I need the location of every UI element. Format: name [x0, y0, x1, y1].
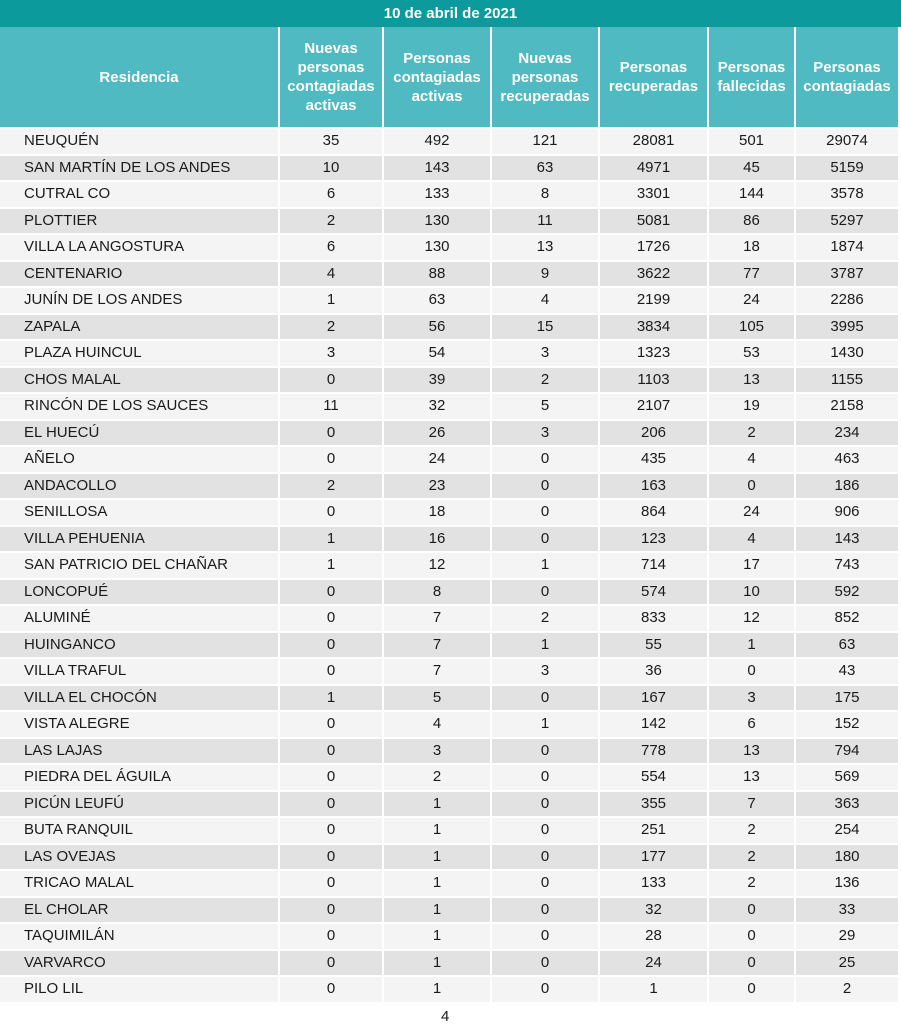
value-cell: 0	[279, 499, 383, 526]
value-cell: 13	[708, 738, 795, 765]
value-cell: 2199	[599, 287, 708, 314]
value-cell: 13	[708, 367, 795, 394]
value-cell: 1103	[599, 367, 708, 394]
value-cell: 0	[708, 473, 795, 500]
column-header: Nuevas personas recuperadas	[491, 27, 599, 128]
residence-name-cell: TAQUIMILÁN	[0, 923, 279, 950]
table-row	[0, 526, 898, 553]
residence-name-cell: HUINGANCO	[0, 632, 279, 659]
value-cell: 0	[279, 420, 383, 447]
table-row	[0, 155, 898, 182]
value-cell: 0	[279, 658, 383, 685]
value-cell: 0	[279, 446, 383, 473]
column-header: Personas contagiadas activas	[383, 27, 491, 128]
value-cell: 2	[708, 817, 795, 844]
value-cell: 0	[279, 791, 383, 818]
value-cell: 0	[491, 976, 599, 1003]
table-row	[0, 234, 898, 261]
value-cell: 8	[491, 181, 599, 208]
value-cell: 2	[708, 870, 795, 897]
column-header: Personas contagiadas	[795, 27, 898, 128]
table-row	[0, 208, 898, 235]
value-cell: 4	[279, 261, 383, 288]
table-row	[0, 367, 898, 394]
value-cell: 2	[491, 367, 599, 394]
value-cell: 4971	[599, 155, 708, 182]
residence-name-cell: JUNÍN DE LOS ANDES	[0, 287, 279, 314]
residence-name-cell: EL HUECÚ	[0, 420, 279, 447]
value-cell: 133	[383, 181, 491, 208]
value-cell: 43	[795, 658, 898, 685]
value-cell: 24	[383, 446, 491, 473]
value-cell: 5	[383, 685, 491, 712]
column-header: Personas fallecidas	[708, 27, 795, 128]
residence-name-cell: SAN PATRICIO DEL CHAÑAR	[0, 552, 279, 579]
value-cell: 11	[491, 208, 599, 235]
residence-name-cell: VILLA EL CHOCÓN	[0, 685, 279, 712]
residence-name-cell: LONCOPUÉ	[0, 579, 279, 606]
value-cell: 18	[708, 234, 795, 261]
value-cell: 2158	[795, 393, 898, 420]
table-row	[0, 499, 898, 526]
value-cell: 2107	[599, 393, 708, 420]
table-row	[0, 817, 898, 844]
value-cell: 186	[795, 473, 898, 500]
value-cell: 0	[279, 605, 383, 632]
value-cell: 1	[491, 552, 599, 579]
value-cell: 3622	[599, 261, 708, 288]
table-row	[0, 764, 898, 791]
value-cell: 554	[599, 764, 708, 791]
value-cell: 3	[708, 685, 795, 712]
table-row	[0, 181, 898, 208]
value-cell: 3301	[599, 181, 708, 208]
value-cell: 143	[383, 155, 491, 182]
table-row	[0, 579, 898, 606]
value-cell: 0	[491, 870, 599, 897]
value-cell: 435	[599, 446, 708, 473]
value-cell: 2	[279, 473, 383, 500]
residence-name-cell: RINCÓN DE LOS SAUCES	[0, 393, 279, 420]
value-cell: 1	[599, 976, 708, 1003]
table-body	[0, 128, 898, 1003]
value-cell: 0	[708, 950, 795, 977]
residence-name-cell: CHOS MALAL	[0, 367, 279, 394]
value-cell: 163	[599, 473, 708, 500]
value-cell: 0	[491, 685, 599, 712]
residence-name-cell: LAS OVEJAS	[0, 844, 279, 871]
value-cell: 2	[279, 208, 383, 235]
residence-name-cell: PLOTTIER	[0, 208, 279, 235]
value-cell: 0	[279, 632, 383, 659]
value-cell: 3995	[795, 314, 898, 341]
value-cell: 8	[383, 579, 491, 606]
value-cell: 574	[599, 579, 708, 606]
value-cell: 0	[491, 764, 599, 791]
value-cell: 11	[279, 393, 383, 420]
table-row	[0, 632, 898, 659]
value-cell: 5081	[599, 208, 708, 235]
value-cell: 133	[599, 870, 708, 897]
residence-name-cell: PIEDRA DEL ÁGUILA	[0, 764, 279, 791]
value-cell: 251	[599, 817, 708, 844]
value-cell: 3	[279, 340, 383, 367]
value-cell: 1	[491, 632, 599, 659]
value-cell: 1	[491, 711, 599, 738]
value-cell: 1430	[795, 340, 898, 367]
residence-name-cell: VARVARCO	[0, 950, 279, 977]
value-cell: 355	[599, 791, 708, 818]
value-cell: 1874	[795, 234, 898, 261]
value-cell: 2286	[795, 287, 898, 314]
value-cell: 5297	[795, 208, 898, 235]
value-cell: 0	[491, 923, 599, 950]
residence-name-cell: ANDACOLLO	[0, 473, 279, 500]
residence-name-cell: ALUMINÉ	[0, 605, 279, 632]
page-number: 4	[441, 1008, 450, 1025]
value-cell: 10	[279, 155, 383, 182]
value-cell: 4	[708, 446, 795, 473]
table-row	[0, 340, 898, 367]
value-cell: 1	[279, 685, 383, 712]
value-cell: 234	[795, 420, 898, 447]
value-cell: 152	[795, 711, 898, 738]
residence-table	[0, 27, 898, 1004]
value-cell: 0	[279, 738, 383, 765]
value-cell: 2	[383, 764, 491, 791]
value-cell: 0	[279, 711, 383, 738]
value-cell: 7	[708, 791, 795, 818]
value-cell: 0	[708, 923, 795, 950]
table-row	[0, 738, 898, 765]
value-cell: 144	[708, 181, 795, 208]
residence-name-cell: VILLA TRAFUL	[0, 658, 279, 685]
residence-name-cell: PLAZA HUINCUL	[0, 340, 279, 367]
value-cell: 16	[383, 526, 491, 553]
value-cell: 17	[708, 552, 795, 579]
residence-name-cell: AÑELO	[0, 446, 279, 473]
value-cell: 0	[279, 367, 383, 394]
value-cell: 0	[491, 499, 599, 526]
table-row	[0, 844, 898, 871]
value-cell: 254	[795, 817, 898, 844]
value-cell: 2	[795, 976, 898, 1003]
residence-name-cell: VILLA LA ANGOSTURA	[0, 234, 279, 261]
value-cell: 1323	[599, 340, 708, 367]
value-cell: 0	[279, 870, 383, 897]
value-cell: 3	[383, 738, 491, 765]
value-cell: 1	[383, 817, 491, 844]
table-row	[0, 950, 898, 977]
table-row	[0, 473, 898, 500]
value-cell: 29074	[795, 128, 898, 155]
value-cell: 0	[491, 579, 599, 606]
value-cell: 24	[708, 287, 795, 314]
value-cell: 6	[708, 711, 795, 738]
table-row	[0, 261, 898, 288]
table-row	[0, 685, 898, 712]
value-cell: 136	[795, 870, 898, 897]
value-cell: 569	[795, 764, 898, 791]
value-cell: 35	[279, 128, 383, 155]
residence-name-cell: CUTRAL CO	[0, 181, 279, 208]
value-cell: 0	[279, 817, 383, 844]
value-cell: 26	[383, 420, 491, 447]
table-row	[0, 287, 898, 314]
residence-name-cell: CENTENARIO	[0, 261, 279, 288]
value-cell: 39	[383, 367, 491, 394]
value-cell: 0	[491, 473, 599, 500]
value-cell: 906	[795, 499, 898, 526]
value-cell: 0	[279, 923, 383, 950]
value-cell: 0	[279, 764, 383, 791]
value-cell: 6	[279, 234, 383, 261]
value-cell: 1	[279, 552, 383, 579]
value-cell: 63	[383, 287, 491, 314]
table-row	[0, 658, 898, 685]
value-cell: 54	[383, 340, 491, 367]
value-cell: 852	[795, 605, 898, 632]
value-cell: 1	[383, 791, 491, 818]
value-cell: 12	[708, 605, 795, 632]
value-cell: 206	[599, 420, 708, 447]
value-cell: 0	[491, 526, 599, 553]
value-cell: 5	[491, 393, 599, 420]
residence-name-cell: TRICAO MALAL	[0, 870, 279, 897]
value-cell: 63	[795, 632, 898, 659]
value-cell: 1	[383, 950, 491, 977]
value-cell: 743	[795, 552, 898, 579]
value-cell: 9	[491, 261, 599, 288]
value-cell: 32	[599, 897, 708, 924]
value-cell: 29	[795, 923, 898, 950]
value-cell: 1155	[795, 367, 898, 394]
value-cell: 2	[708, 420, 795, 447]
value-cell: 175	[795, 685, 898, 712]
value-cell: 0	[279, 579, 383, 606]
value-cell: 123	[599, 526, 708, 553]
table-row	[0, 711, 898, 738]
header-row	[0, 27, 898, 128]
value-cell: 130	[383, 208, 491, 235]
value-cell: 2	[279, 314, 383, 341]
residence-name-cell: VISTA ALEGRE	[0, 711, 279, 738]
value-cell: 36	[599, 658, 708, 685]
value-cell: 0	[491, 791, 599, 818]
table-row	[0, 791, 898, 818]
table-row	[0, 870, 898, 897]
value-cell: 12	[383, 552, 491, 579]
value-cell: 3787	[795, 261, 898, 288]
value-cell: 88	[383, 261, 491, 288]
value-cell: 33	[795, 897, 898, 924]
value-cell: 32	[383, 393, 491, 420]
value-cell: 28	[599, 923, 708, 950]
value-cell: 86	[708, 208, 795, 235]
residence-name-cell: PILO LIL	[0, 976, 279, 1003]
value-cell: 13	[708, 764, 795, 791]
value-cell: 4	[708, 526, 795, 553]
value-cell: 5159	[795, 155, 898, 182]
value-cell: 142	[599, 711, 708, 738]
value-cell: 1	[383, 897, 491, 924]
value-cell: 7	[383, 605, 491, 632]
value-cell: 363	[795, 791, 898, 818]
value-cell: 45	[708, 155, 795, 182]
value-cell: 28081	[599, 128, 708, 155]
value-cell: 55	[599, 632, 708, 659]
value-cell: 833	[599, 605, 708, 632]
residence-name-cell: SENILLOSA	[0, 499, 279, 526]
value-cell: 864	[599, 499, 708, 526]
value-cell: 177	[599, 844, 708, 871]
value-cell: 0	[708, 897, 795, 924]
value-cell: 105	[708, 314, 795, 341]
value-cell: 714	[599, 552, 708, 579]
residence-name-cell: BUTA RANQUIL	[0, 817, 279, 844]
value-cell: 180	[795, 844, 898, 871]
table-row	[0, 314, 898, 341]
value-cell: 6	[279, 181, 383, 208]
value-cell: 0	[491, 950, 599, 977]
value-cell: 0	[491, 844, 599, 871]
value-cell: 10	[708, 579, 795, 606]
residence-name-cell: NEUQUÉN	[0, 128, 279, 155]
table-row	[0, 420, 898, 447]
value-cell: 3	[491, 658, 599, 685]
value-cell: 0	[279, 950, 383, 977]
value-cell: 7	[383, 658, 491, 685]
value-cell: 25	[795, 950, 898, 977]
value-cell: 3834	[599, 314, 708, 341]
residence-name-cell: VILLA PEHUENIA	[0, 526, 279, 553]
value-cell: 1726	[599, 234, 708, 261]
value-cell: 2	[708, 844, 795, 871]
value-cell: 24	[599, 950, 708, 977]
table-row	[0, 552, 898, 579]
table-row	[0, 446, 898, 473]
value-cell: 18	[383, 499, 491, 526]
value-cell: 24	[708, 499, 795, 526]
value-cell: 1	[708, 632, 795, 659]
value-cell: 53	[708, 340, 795, 367]
value-cell: 143	[795, 526, 898, 553]
value-cell: 1	[383, 870, 491, 897]
value-cell: 3	[491, 340, 599, 367]
value-cell: 121	[491, 128, 599, 155]
value-cell: 794	[795, 738, 898, 765]
value-cell: 56	[383, 314, 491, 341]
residence-name-cell: EL CHOLAR	[0, 897, 279, 924]
table-row	[0, 976, 898, 1003]
value-cell: 0	[279, 976, 383, 1003]
value-cell: 1	[279, 526, 383, 553]
value-cell: 0	[491, 897, 599, 924]
value-cell: 4	[383, 711, 491, 738]
value-cell: 2	[491, 605, 599, 632]
value-cell: 1	[383, 923, 491, 950]
value-cell: 592	[795, 579, 898, 606]
value-cell: 0	[279, 897, 383, 924]
value-cell: 77	[708, 261, 795, 288]
column-header: Personas recuperadas	[599, 27, 708, 128]
value-cell: 167	[599, 685, 708, 712]
value-cell: 1	[279, 287, 383, 314]
value-cell: 0	[279, 844, 383, 871]
value-cell: 0	[491, 446, 599, 473]
value-cell: 778	[599, 738, 708, 765]
value-cell: 63	[491, 155, 599, 182]
residence-name-cell: SAN MARTÍN DE LOS ANDES	[0, 155, 279, 182]
value-cell: 7	[383, 632, 491, 659]
value-cell: 501	[708, 128, 795, 155]
table-row	[0, 605, 898, 632]
value-cell: 23	[383, 473, 491, 500]
value-cell: 19	[708, 393, 795, 420]
value-cell: 492	[383, 128, 491, 155]
value-cell: 0	[708, 976, 795, 1003]
value-cell: 130	[383, 234, 491, 261]
table-title: 10 de abril de 2021	[0, 0, 901, 27]
value-cell: 1	[383, 844, 491, 871]
value-cell: 3578	[795, 181, 898, 208]
value-cell: 3	[491, 420, 599, 447]
value-cell: 463	[795, 446, 898, 473]
residence-name-cell: ZAPALA	[0, 314, 279, 341]
column-header: Residencia	[0, 27, 279, 128]
value-cell: 13	[491, 234, 599, 261]
value-cell: 0	[708, 658, 795, 685]
value-cell: 1	[383, 976, 491, 1003]
residence-name-cell: PICÚN LEUFÚ	[0, 791, 279, 818]
value-cell: 0	[491, 817, 599, 844]
value-cell: 15	[491, 314, 599, 341]
table-row	[0, 393, 898, 420]
residence-name-cell: LAS LAJAS	[0, 738, 279, 765]
table-row	[0, 897, 898, 924]
table-row	[0, 128, 898, 155]
value-cell: 0	[491, 738, 599, 765]
column-header: Nuevas personas contagiadas activas	[279, 27, 383, 128]
table-row	[0, 923, 898, 950]
value-cell: 4	[491, 287, 599, 314]
